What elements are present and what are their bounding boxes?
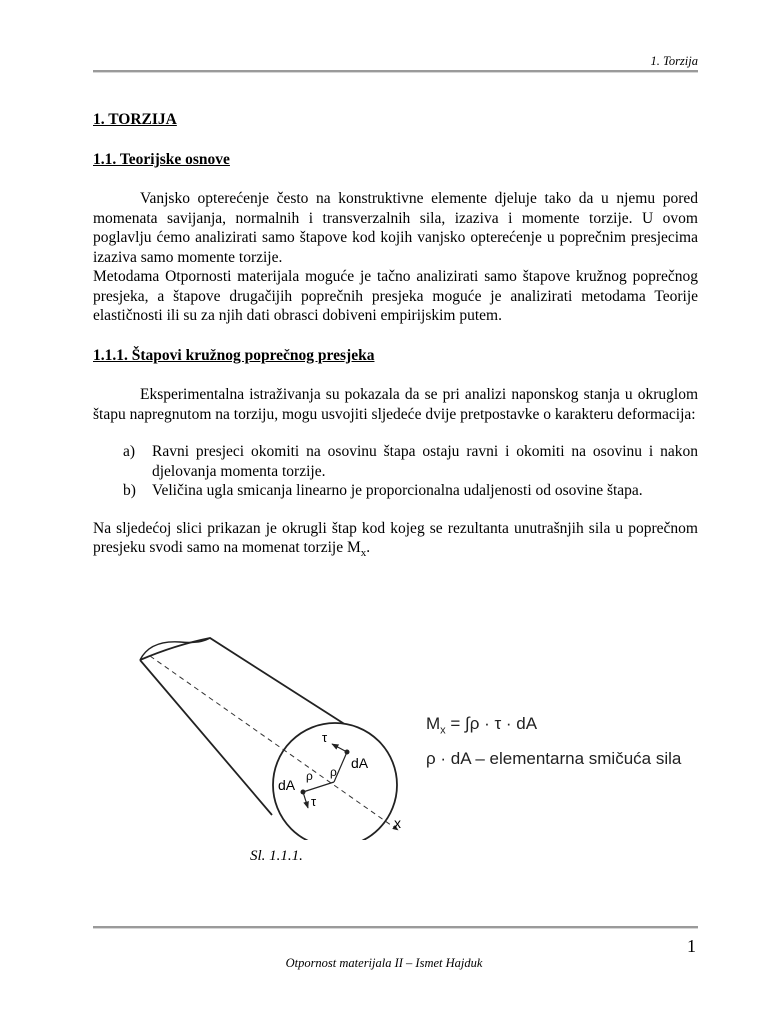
torsion-figure: [120, 630, 680, 840]
formula-rhs: = ∫ρ · τ · dA: [445, 714, 538, 733]
page-body: [93, 110, 698, 564]
page-footer: Otpornost materijala II – Ismet Hajduk: [285, 956, 483, 970]
header-rule: [93, 70, 698, 72]
page-number: 1: [687, 936, 696, 956]
heading-theory: 1.1. Teorijske osnove: [93, 150, 230, 168]
label-tau-top: τ: [322, 730, 328, 745]
label-rho-right: ρ: [330, 765, 337, 779]
list-marker: b): [123, 482, 136, 499]
formula-torsion-moment: [426, 714, 537, 736]
formula-elementary-force: ρ · dA – elementarna smičuća sila: [426, 749, 682, 768]
formula-lhs: M: [426, 714, 441, 733]
running-header: 1. Torzija: [650, 54, 698, 68]
shaft-drawing: [120, 630, 420, 840]
paragraph-4-subscript: x: [360, 547, 367, 560]
heading-section: 1.1.1. Štapovi kružnog poprečnog presjeka: [93, 346, 375, 364]
list-item: [93, 442, 698, 481]
list-text: Veličina ugla smicanja linearno je proporcionalna udaljenosti od osovine štapa.: [152, 482, 643, 499]
paragraph-3: Eksperimentalna istraživanja su pokazala da se pri analizi naponskog stanja u okruglom štapu napregnutom na torziju, mogu usvojiti sljedeće dvije pretpostavke o karakteru deformacija:: [93, 386, 698, 423]
label-rho-left: ρ: [306, 769, 313, 783]
paragraph-2: Metodama Otpornosti materijala moguće je tačno analizirati samo štapove kružnog poprečnog presjeka, a štapove drugačijih poprečnih presjeka moguće je analizirati metodama Teorije elastičnosti ili su za njih dati obrasci dobiveni empirijskim putem.: [93, 268, 698, 324]
list-text: Ravni presjeci okomiti na osovinu štapa ostaju ravni i okomiti na osovinu i nakon djelovanja momenta torzije.: [152, 443, 698, 480]
label-tau-bottom: τ: [311, 794, 317, 809]
footer-rule: [93, 926, 698, 928]
formula-lhs-sub: x: [440, 724, 446, 737]
paragraph-4: [93, 519, 698, 564]
heading-main: 1. TORZIJA: [93, 111, 177, 128]
assumption-list: [93, 442, 698, 501]
label-axis-x: x: [394, 815, 401, 831]
label-dA-right: dA: [351, 755, 369, 771]
paragraph-4-end: .: [366, 539, 371, 556]
paragraph-4-text: Na sljedećoj slici prikazan je okrugli štap kod kojeg se rezultanta unutrašnjih sila u poprečnom presjeku svodi samo na momenat torzije M: [93, 519, 698, 556]
label-dA-left: dA: [278, 777, 296, 793]
paragraph-1: Vanjsko opterećenje često na konstruktivne elemente djeluje tako da u njemu pored momenata savijanja, normalnih i transverzalnih sila, izaziva i momente torzije. U ovom poglavlju ćemo analizirati samo štapove kod kojih vanjsko opterećenje u poprečnim presjecima izaziva samo momente torzije.: [93, 190, 698, 266]
figure-caption: Sl. 1.1.1.: [250, 848, 303, 864]
list-item: [93, 481, 698, 501]
list-marker: a): [123, 443, 136, 460]
